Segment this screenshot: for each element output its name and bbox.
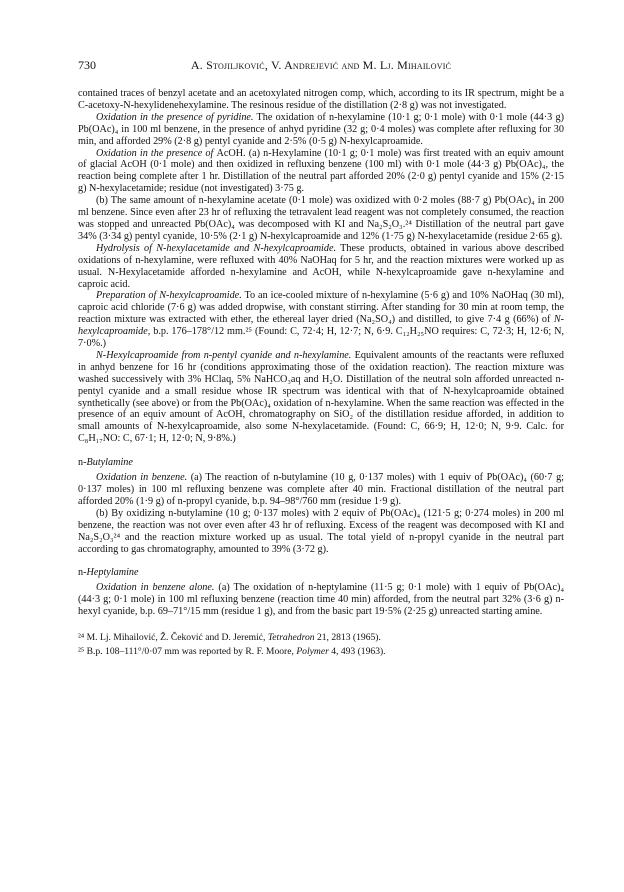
page-number: 730	[78, 58, 96, 72]
section-title: Butylamine	[86, 457, 133, 469]
section-heading-butylamine	[78, 457, 564, 469]
footnote-mark: ²⁵	[78, 645, 85, 657]
run-in-heading: N-Hexylcaproamide from n-pentyl cyanide and n-hexylamine.	[96, 349, 352, 361]
paragraph-text: The oxidation of n-hexylamine (10·1 g; 0·1 mole) with 0·1 mole (44·3 g) Pb(OAc)₄ in 100 ml benzene, in the presence of anhyd pyridine (32 g; 0·4 moles) was complete after refluxing for 30 min, and afforded 29% (2·8 g) pentyl cyanide and 2·5% (0·5 g) N-hexylcaproamide.	[78, 111, 564, 147]
run-in-heading: Hydrolysis of N-hexylacetamide and N-hexylcaproamide.	[96, 242, 337, 254]
paragraph-text: Equivalent amounts of the reactants were refluxed in anhyd benzene for 16 hr (conditions approximating those of the oxidation reaction). The reaction mixture was washed successively with 3% HClaq, 5% NaHCO₃aq and H₂O. Distillation of the neutral soln afforded unreacted n-pentyl cyanide and a small residue whose IR spectrum was identical with that of N-hexylcaproamide obtained synthetically (see above) or from the Pb(OAc)₄ oxidation of n-hexylamine. When the same reaction was effected in the presence of an equiv amount of AcOH, chromatography on SiO₂ of the distillation residue afforded, in addition to small amounts of N-hexylcaproamide, also some N-hexylacetamide. (Found: C, 66·9; H, 12·0; N, 9·9. Calc. for C₈H₁₇NO: C, 67·1; H, 12·0; N, 9·8%.)	[78, 349, 564, 445]
run-in-heading: Oxidation in benzene.	[96, 472, 188, 484]
footnote-25	[78, 646, 564, 659]
section-title: Heptylamine	[86, 567, 139, 579]
paragraph-butylamine-a	[78, 472, 564, 508]
run-in-heading: Preparation of N-hexylcaproamide.	[96, 290, 242, 302]
footnote-journal: Tetrahedron	[267, 632, 315, 644]
paragraph-text: (b) By oxidizing n-butylamine (10 g; 0·137 moles) with 2 equiv of Pb(OAc)₄ (121·5 g; 0·274 moles) in 200 ml benzene, the reaction was not over even after 43 hr of refluxing. Excess of the reagent was decomposed with KI and Na₂S₂O₃²⁴ and the reaction mixture worked up as usual. The total yield of n-propyl cyanide in the neutral part according to gas chromatography, amounted to 39% (3·72 g).	[78, 507, 564, 555]
run-in-heading: Oxidation in the presence of pyridine.	[96, 111, 254, 123]
article-body	[78, 88, 564, 658]
section-title-prefix: n-	[78, 567, 87, 579]
footnote-text: M. Lj. Mihailović, Ž. Čeković and D. Jeremić,	[84, 632, 268, 644]
footnote-mark: ²⁴	[78, 632, 85, 644]
compound-name: N-hexylcaproamide,	[78, 314, 564, 338]
run-in-heading: Oxidation in the presence of	[96, 147, 217, 159]
paragraph-text: These products, obtained in various above described oxidations of n-hexylamine, were refluxed with 40% NaOHaq for 5 hr, and the reaction mixtures were worked up as usual. N-Hexylacetamide afforded n-hexylamine and AcOH, while N-hexylcaproamide gave n-hexylamine and caproic acid.	[78, 242, 564, 290]
paragraph-continuation	[78, 88, 564, 112]
paragraph-text: b.p. 176–178°/12 mm.²⁵ (Found: C, 72·4; H, 12·7; N, 6·9. C₁₂H₂₅NO requires: C, 72·3; H, 12·6; N, 7·0%.)	[78, 326, 564, 350]
run-in-heading: Oxidation in benzene alone.	[96, 582, 215, 594]
section-heading-heptylamine	[78, 567, 564, 579]
run-in-heading-suffix: AcOH.	[216, 147, 246, 159]
paragraph-hydrolysis	[78, 243, 564, 291]
paragraph-pyridine-oxidation	[78, 112, 564, 148]
paragraph-text: (a) The reaction of n-butylamine (10 g, 0·137 moles) with 1 equiv of Pb(OAc)₄ (60·7 g; 0·137 moles) in 100 ml refluxing benzene was complete after 40 min. Fractional distillation of the neutral part afforded 20% (1·9 g) of n-propyl cyanide, b.p. 94–98°/760 mm (residue 1·9 g).	[78, 472, 565, 507]
paragraph-heptylamine-a	[78, 582, 564, 618]
paragraph-butylamine-b	[78, 508, 564, 556]
paragraph-text: (b) The same amount of n-hexylamine acetate (0·1 mole) was oxidized with 0·2 moles (88·7 g) Pb(OAc)₄ in 200 ml benzene. Since even after 23 hr of refluxing the tetravalent lead reagent was not completely consumed, the reaction was stopped and unreacted Pb(OAc)₄ was decomposed with KI and Na₂S₂O₃.²⁴ Distillation of the neutral part gave 34% (3·34 g) pentyl cyanide, 10·5% (2·1 g) N-hexylcaproamide and 12% (1·75 g) N-hexylacetamide (residue 2·65 g).	[78, 195, 564, 242]
footnote-24	[78, 632, 564, 645]
section-title-prefix: n-	[78, 457, 87, 469]
page-header	[78, 58, 564, 74]
footnote-text: B.p. 108–111°/0·07 mm was reported by R. F. Moore,	[84, 645, 297, 657]
running-head: A. Stojiljković, V. Andrejević and M. Lj. Mihailović	[190, 58, 452, 72]
paragraph-text: (a) The oxidation of n-heptylamine (11·5 g; 0·1 mole) with 1 equiv of Pb(OAc)₄ (44·3 g; 0·1 mole) in 100 ml refluxing benzene (reaction time 40 min) afforded, from the neutral part 32% (3·6 g) n-hexyl cyanide, b.p. 69–71°/15 mm (residue 1 g), and from the basic part 19·5% (2·25 g) unreacted starting amine.	[78, 582, 564, 618]
paragraph-acoh-oxidation-a	[78, 148, 564, 196]
footnote-ref: 4, 493 (1963).	[328, 645, 386, 657]
footnote-journal: Polymer	[296, 645, 329, 657]
paragraph-text: (a) n-Hexylamine (10·1 g; 0·1 mole) was first treated with an equiv amount of glacial AcOH (0·1 mole) and then oxidized in refluxing benzene (100 ml) with 0·1 mole (44·3 g) Pb(OAc)₄, the reaction being complete after 1 hr. Distillation of the neutral part afforded 20% (2·0 g) pentyl cyanide and 15% (2·15 g) N-hexylacetamide; residue (not investigated) 3·75 g.	[78, 147, 564, 195]
paragraph-preparation	[78, 290, 564, 350]
footnote-ref: 21, 2813 (1965).	[314, 632, 381, 644]
paragraph-text: To an ice-cooled mixture of n-hexylamine (5·6 g) and 10% NaOHaq (30 ml), caproic acid chloride (7·6 g) was added dropwise, with constant stirring. After standing for 30 min at room temp, the reaction mixture was extracted with ether, the ethereal layer dried (Na₂SO₄) and distilled, to give 7·4 g (66%) of	[78, 290, 564, 326]
paragraph-cyanide-amine	[78, 350, 564, 445]
paragraph-acoh-oxidation-b	[78, 195, 564, 243]
paragraph-text: contained traces of benzyl acetate and an acetoxylated nitrogen comp, which, according to its IR spectrum, might be a C-acetoxy-N-hexylidenehexylamine. The resinous residue of the distillation (2·8 g) was not investigated.	[78, 88, 564, 111]
